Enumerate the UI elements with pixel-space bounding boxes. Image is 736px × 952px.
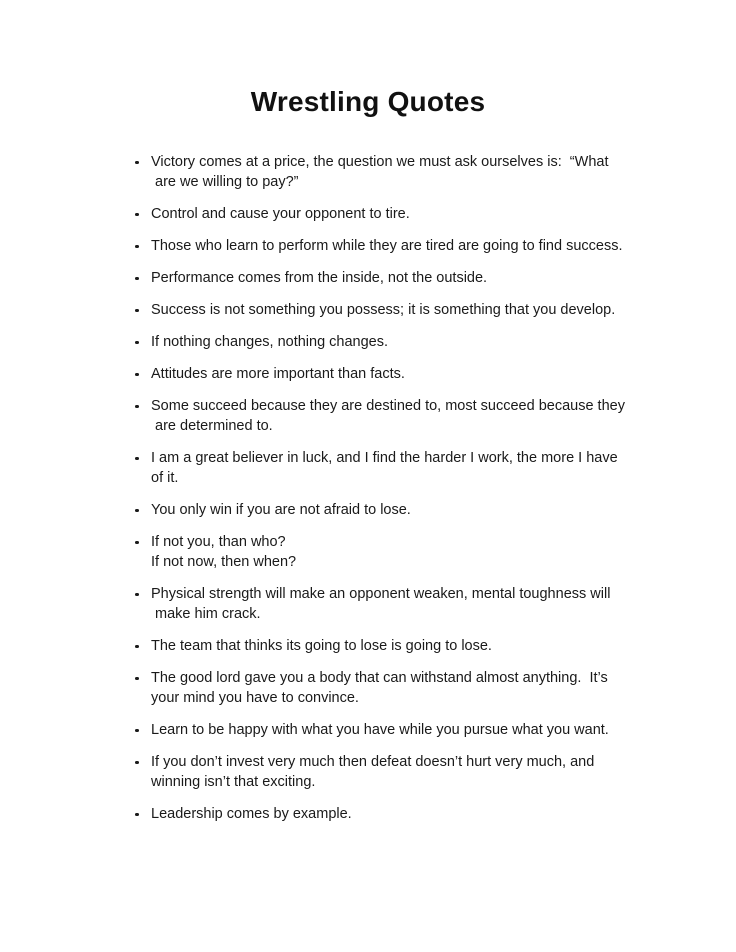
bullet-icon [135, 245, 139, 249]
bullet-icon [135, 729, 139, 733]
quote-text: You only win if you are not afraid to lose. [151, 502, 411, 518]
quote-item [133, 584, 656, 624]
bullet-icon [135, 457, 139, 461]
quote-text: Victory comes at a price, the question we must ask ourselves is: “What are we willing to pay?” [151, 154, 609, 190]
bullet-icon [135, 645, 139, 649]
bullet-icon [135, 309, 139, 313]
quote-item [133, 236, 656, 256]
bullet-icon [135, 593, 139, 597]
quote-text: Those who learn to perform while they are tired are going to find success. [151, 238, 623, 254]
quote-item [133, 668, 656, 708]
bullet-icon [135, 341, 139, 345]
quote-item [133, 752, 656, 792]
quote-item [133, 636, 656, 656]
quote-text: The team that thinks its going to lose is going to lose. [151, 638, 492, 654]
quote-text: Leadership comes by example. [151, 806, 352, 822]
quote-text: Physical strength will make an opponent weaken, mental toughness will make him crack. [151, 586, 611, 622]
quote-text: I am a great believer in luck, and I find the harder I work, the more I have of it. [151, 450, 618, 486]
bullet-icon [135, 373, 139, 377]
quote-text: Learn to be happy with what you have while you pursue what you want. [151, 722, 609, 738]
quote-item [133, 396, 656, 436]
quote-item [133, 152, 656, 192]
quote-text: Success is not something you possess; it is something that you develop. [151, 302, 616, 318]
page-title: Wrestling Quotes [250, 86, 486, 117]
quote-text: Performance comes from the inside, not the outside. [151, 270, 488, 286]
quote-text: If not you, than who? If not now, then when? [151, 534, 297, 570]
quote-item [133, 804, 656, 824]
quote-text: Control and cause your opponent to tire. [151, 206, 410, 222]
quote-item [133, 448, 656, 488]
quote-item [133, 204, 656, 224]
quote-item [133, 500, 656, 520]
quote-item [133, 532, 656, 572]
quote-item [133, 332, 656, 352]
bullet-icon [135, 761, 139, 765]
quote-item [133, 364, 656, 384]
bullet-icon [135, 677, 139, 681]
bullet-icon [135, 541, 139, 545]
bullet-icon [135, 405, 139, 409]
quote-item [133, 268, 656, 288]
bullet-icon [135, 161, 139, 165]
bullet-icon [135, 213, 139, 217]
quote-text: Attitudes are more important than facts. [151, 366, 405, 382]
quote-text: The good lord gave you a body that can withstand almost anything. It’s your mind you have to convince. [151, 670, 608, 706]
quote-text: If nothing changes, nothing changes. [151, 334, 389, 350]
bullet-icon [135, 509, 139, 513]
bullet-icon [135, 277, 139, 281]
bullet-icon [135, 813, 139, 817]
quotes-list [0, 152, 736, 824]
quote-item [133, 300, 656, 320]
quote-text: Some succeed because they are destined to, most succeed because they are determined to. [151, 398, 625, 434]
quote-item [133, 720, 656, 740]
quote-text: If you don’t invest very much then defeat doesn’t hurt very much, and winning isn’t that exciting. [151, 754, 595, 790]
